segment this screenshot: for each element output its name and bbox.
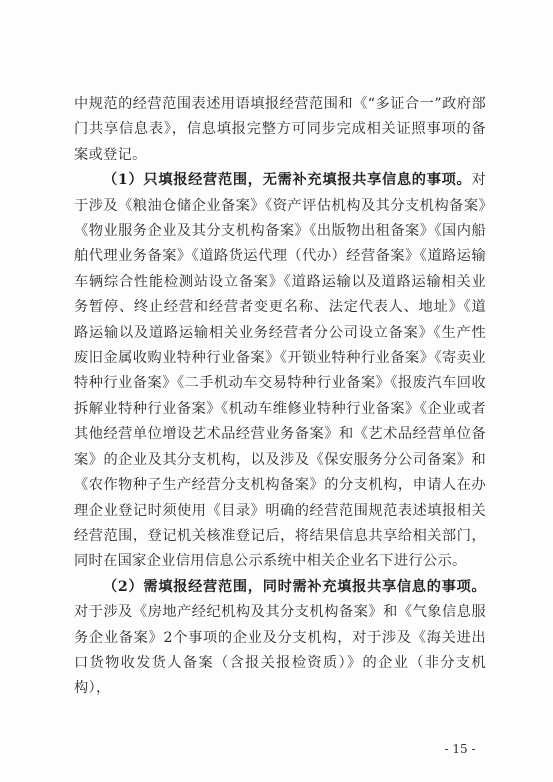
section-1-paragraph (74, 168, 486, 575)
intro-paragraph: 中规范的经营范围表述用语填报经营范围和《“多证合一”政府部门共享信息表》，信息填报完整方可同步完成相关证照事项的备案或登记。 (74, 96, 486, 163)
section-1-body: 对于涉及《粮油仓储企业备案》《资产评估机构及其分支机构备案》《物业服务企业及其分支机构备案》《出版物出租备案》《国内船舶代理业务备案》《道路货运代理（代办）经营备案》《道路运输车辆综合性能检测站设立备案》《道路运输以及道路运输相关业务暂停、终止经营和经营者变更名称、法定代表人、地址》《道路运输以及道路运输相关业务经营者分公司设立备案》《生产性废旧金属收购业特种行业备案》《开锁业特种行业备案》《寄卖业特种行业备案》《二手机动车交易特种行业备案》《报废汽车回收拆解业特种行业备案》《机动车维修业特种行业备案》《企业或者其他经营单位增设艺术品经营业务备案》和《艺术品经营单位备案》的企业及其分支机构，以及涉及《保安服务分公司备案》和《农作物种子生产经营分支机构备案》的分支机构，申请人在办理企业登记时须使用《目录》明确的经营范围规范表述填报相关经营范围，登记机关核准登记后，将结果信息共享给相关部门，同时在国家企业信用信息公示系统中相关企业名下进行公示。 (74, 172, 486, 570)
document-body (74, 92, 486, 702)
section-2-paragraph (74, 575, 486, 702)
section-1-heading: （1）只填报经营范围，无需补充填报共享信息的事项。 (103, 172, 472, 189)
page-number: - 15 - (444, 742, 476, 756)
section-2-heading: （2）需填报经营范围，同时需补充填报共享信息的事项。 (103, 578, 486, 595)
section-2-body: 对于涉及《房地产经纪机构及其分支机构备案》和《气象信息服务企业备案》2个事项的企业及分支机构，对于涉及《海关进出口货物收发货人备案（含报关报检资质）》的企业（非分支机构）， (74, 604, 486, 697)
